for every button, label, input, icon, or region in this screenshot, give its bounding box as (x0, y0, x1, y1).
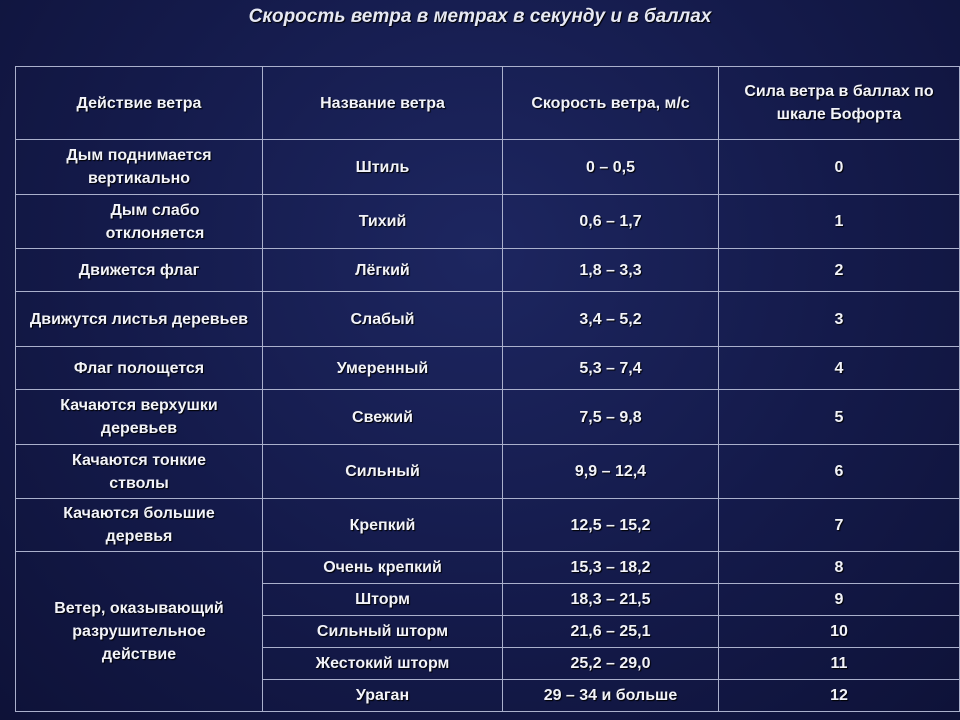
cell-name: Штиль (263, 140, 503, 195)
cell-force: 6 (719, 445, 960, 499)
table-row (16, 445, 960, 499)
header-action: Действие ветра (16, 67, 263, 140)
cell-name: Шторм (263, 584, 503, 616)
cell-force: 12 (719, 680, 960, 712)
cell-speed: 18,3 – 21,5 (503, 584, 719, 616)
cell-action: Качаются большие деревья (16, 499, 263, 552)
cell-name: Ураган (263, 680, 503, 712)
cell-force: 0 (719, 140, 960, 195)
cell-speed: 21,6 – 25,1 (503, 616, 719, 648)
cell-force: 1 (719, 195, 960, 249)
cell-action: Движется флаг (16, 249, 263, 292)
cell-name: Крепкий (263, 499, 503, 552)
cell-speed: 1,8 – 3,3 (503, 249, 719, 292)
header-force: Сила ветра в баллах по шкале Бофорта (719, 67, 960, 140)
cell-action: Качаются верхушки деревьев (16, 390, 263, 445)
cell-force: 3 (719, 292, 960, 347)
cell-action: Дым поднимается вертикально (16, 140, 263, 195)
cell-name: Тихий (263, 195, 503, 249)
cell-name: Лёгкий (263, 249, 503, 292)
table-row (16, 195, 960, 249)
cell-speed: 9,9 – 12,4 (503, 445, 719, 499)
cell-name: Свежий (263, 390, 503, 445)
cell-name: Сильный (263, 445, 503, 499)
cell-speed: 0 – 0,5 (503, 140, 719, 195)
cell-force: 2 (719, 249, 960, 292)
header-speed: Скорость ветра, м/с (503, 67, 719, 140)
header-name: Название ветра (263, 67, 503, 140)
table-row (16, 249, 960, 292)
cell-speed: 7,5 – 9,8 (503, 390, 719, 445)
table-row (16, 552, 960, 584)
cell-name: Жестокий шторм (263, 648, 503, 680)
cell-action: Качаются тонкие стволы (16, 445, 263, 499)
table-row (16, 140, 960, 195)
cell-speed: 25,2 – 29,0 (503, 648, 719, 680)
cell-speed: 3,4 – 5,2 (503, 292, 719, 347)
cell-speed: 12,5 – 15,2 (503, 499, 719, 552)
cell-force: 10 (719, 616, 960, 648)
table-row (16, 347, 960, 390)
cell-force: 4 (719, 347, 960, 390)
cell-action: Флаг полощется (16, 347, 263, 390)
cell-force: 9 (719, 584, 960, 616)
table-row (16, 499, 960, 552)
cell-force: 11 (719, 648, 960, 680)
cell-action-text: Дым слабо отклоняется (105, 201, 205, 242)
cell-name: Сильный шторм (263, 616, 503, 648)
cell-name: Умеренный (263, 347, 503, 390)
cell-name: Слабый (263, 292, 503, 347)
table-row (16, 390, 960, 445)
cell-action (16, 195, 263, 249)
header-row (16, 67, 960, 140)
cell-speed: 0,6 – 1,7 (503, 195, 719, 249)
slide-title: Скорость ветра в метрах в секунду и в баллах (248, 6, 712, 27)
cell-force: 8 (719, 552, 960, 584)
wind-scale-table (15, 66, 960, 712)
cell-name: Очень крепкий (263, 552, 503, 584)
cell-action-group: Ветер, оказывающий разрушительное действие (16, 552, 263, 712)
cell-speed: 5,3 – 7,4 (503, 347, 719, 390)
table-row (16, 292, 960, 347)
cell-action: Движутся листья деревьев (16, 292, 263, 347)
cell-force: 5 (719, 390, 960, 445)
cell-speed: 15,3 – 18,2 (503, 552, 719, 584)
cell-force: 7 (719, 499, 960, 552)
cell-speed: 29 – 34 и больше (503, 680, 719, 712)
